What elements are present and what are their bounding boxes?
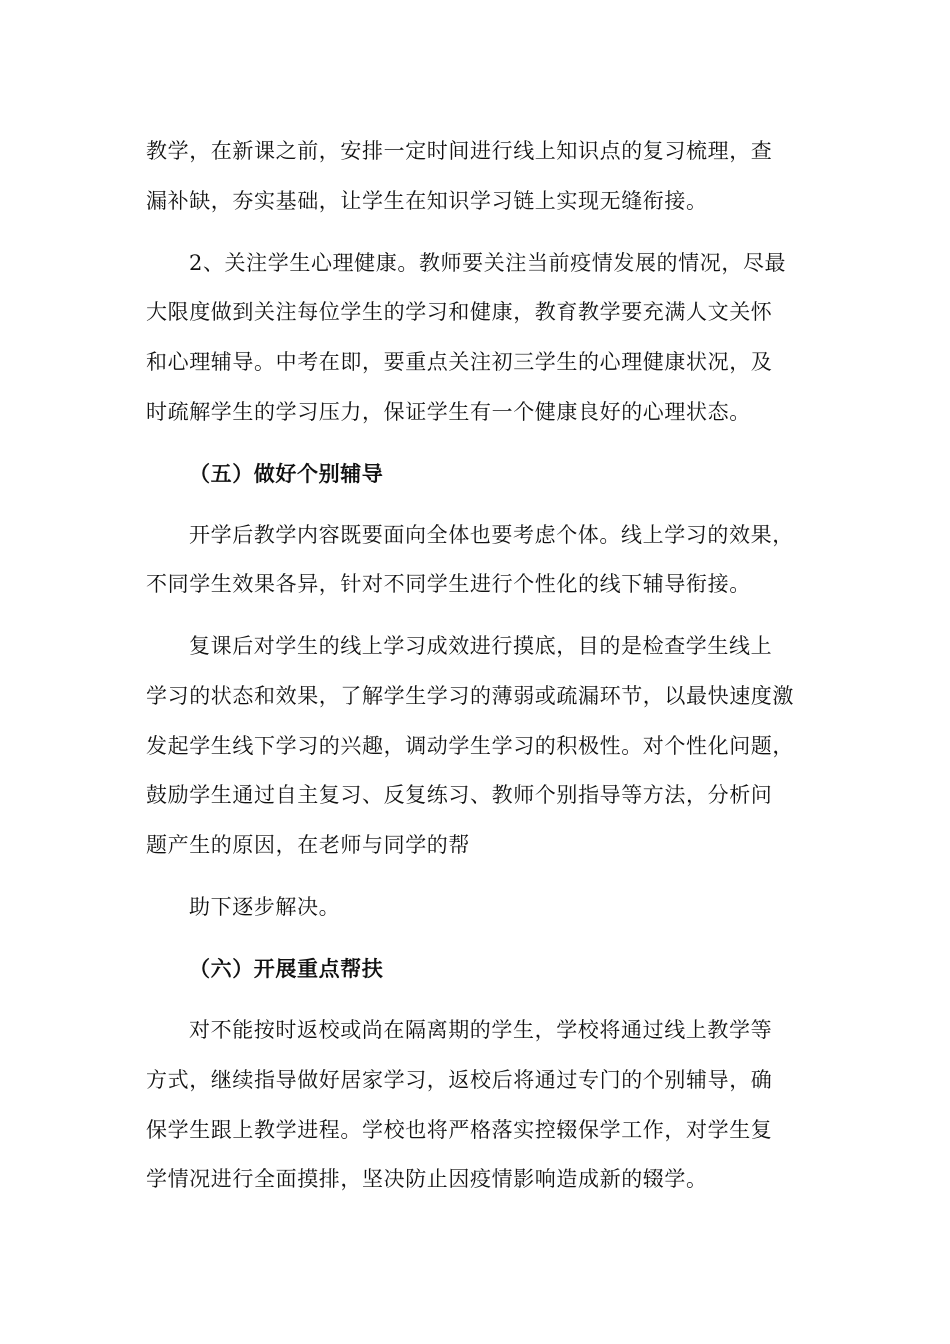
paragraph-4-line-5: 题产生的原因，在老师与同学的帮	[146, 833, 470, 857]
paragraph-2-line-3: 和心理辅导。中考在即，要重点关注初三学生的心理健康状况，及	[146, 350, 773, 374]
paragraph-1-line-2: 漏补缺，夯实基础，让学生在知识学习链上实现无缝衔接。	[146, 189, 708, 213]
paragraph-6-line-3: 保学生跟上教学进程。学校也将严格落实控辍保学工作，对学生复	[146, 1118, 773, 1142]
paragraph-2-line-2: 大限度做到关注每位学生的学习和健康，教育教学要充满人文关怀	[146, 300, 773, 324]
paragraph-5: 助下逐步解决。	[189, 895, 341, 919]
paragraph-4-line-1: 复课后对学生的线上学习成效进行摸底，目的是检查学生线上	[189, 634, 773, 658]
paragraph-4-line-2: 学习的状态和效果，了解学生学习的薄弱或疏漏环节，以最快速度激	[146, 684, 794, 708]
section-heading-5: （五）做好个别辅导	[189, 461, 384, 486]
paragraph-2-line-1: 2、关注学生心理健康。教师要关注当前疫情发展的情况，尽最	[189, 251, 787, 275]
paragraph-6-line-4: 学情况进行全面摸排，坚决防止因疫情影响造成新的辍学。	[146, 1167, 708, 1191]
paragraph-3-line-1: 开学后教学内容既要面向全体也要考虑个体。线上学习的效果，	[189, 523, 794, 547]
paragraph-6-line-1: 对不能按时返校或尚在隔离期的学生，学校将通过线上教学等	[189, 1018, 773, 1042]
paragraph-4-line-3: 发起学生线下学习的兴趣，调动学生学习的积极性。对个性化问题，	[146, 734, 794, 758]
paragraph-4-line-4: 鼓励学生通过自主复习、反复练习、教师个别指导等方法，分析问	[146, 783, 773, 807]
paragraph-1-line-1: 教学，在新课之前，安排一定时间进行线上知识点的复习梳理，查	[146, 139, 773, 163]
paragraph-6-line-2: 方式，继续指导做好居家学习，返校后将通过专门的个别辅导，确	[146, 1068, 773, 1092]
section-heading-6: （六）开展重点帮扶	[189, 956, 384, 981]
paragraph-2-line-4: 时疏解学生的学习压力，保证学生有一个健康良好的心理状态。	[146, 400, 751, 424]
paragraph-3-line-2: 不同学生效果各异，针对不同学生进行个性化的线下辅导衔接。	[146, 572, 751, 596]
